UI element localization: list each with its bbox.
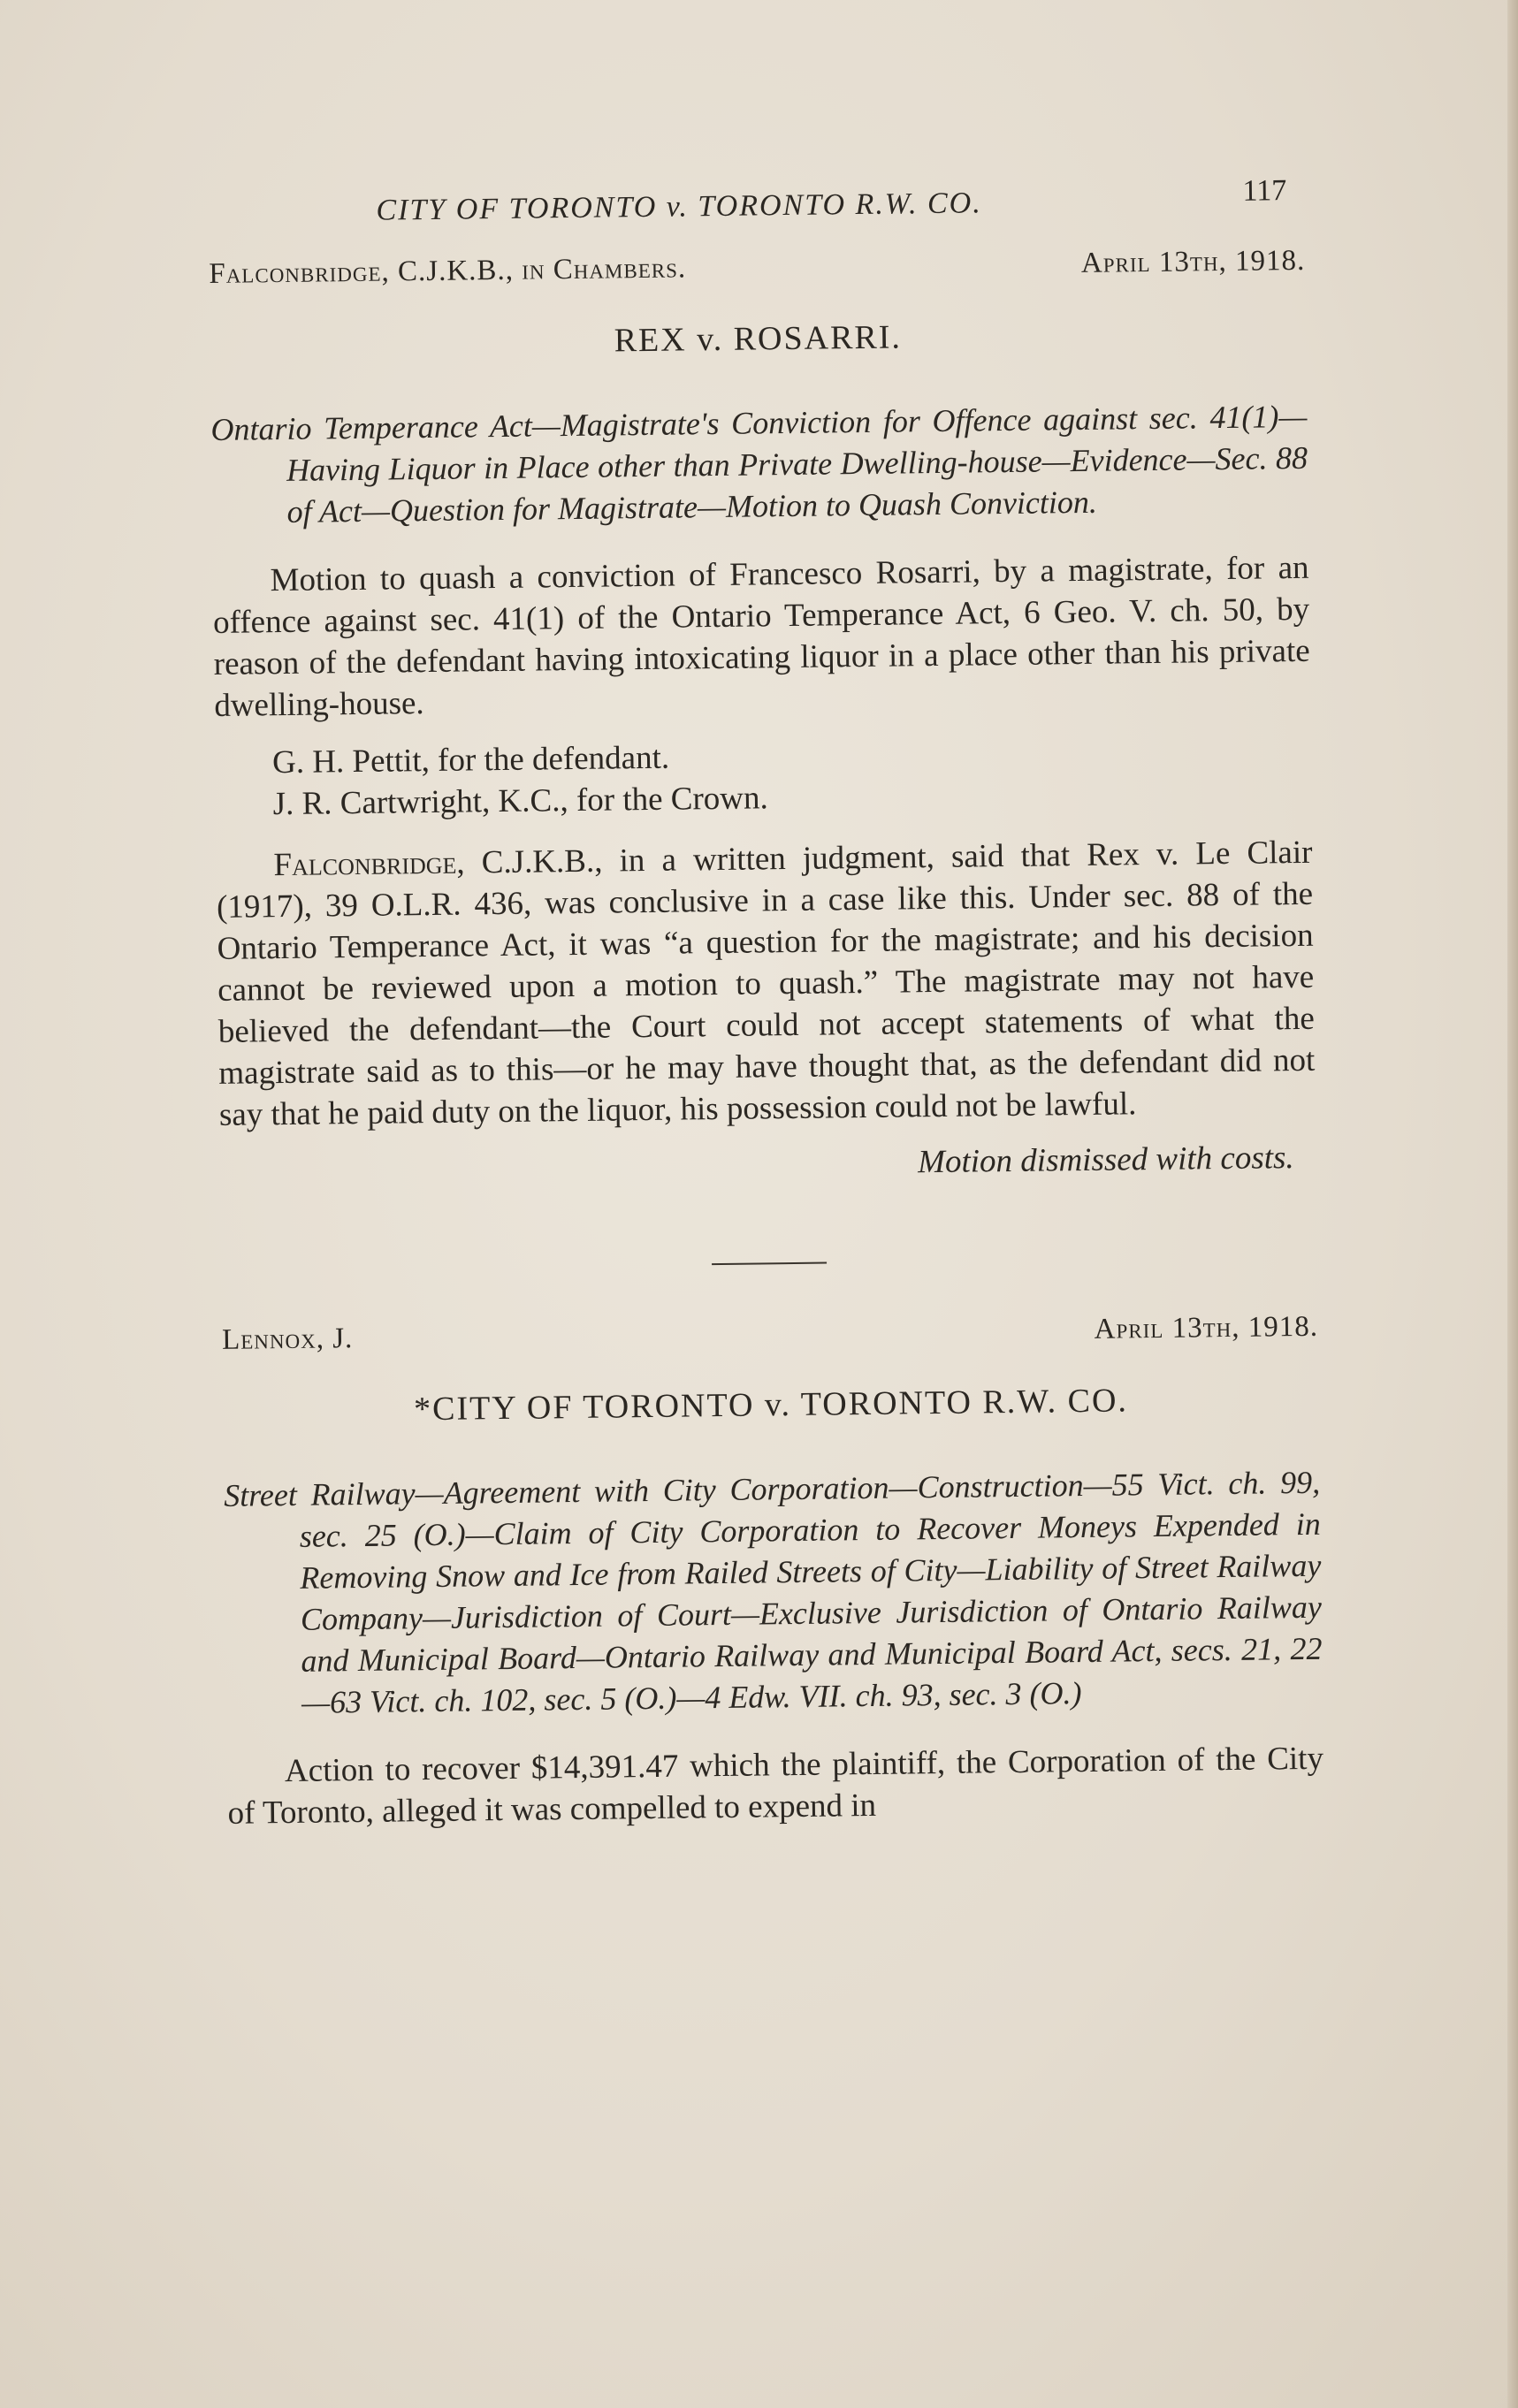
- case1-title: REX v. ROSARRI.: [614, 318, 903, 360]
- page-spine-edge: [1507, 0, 1518, 2408]
- case-rex-v-rosarri: [209, 245, 1316, 1190]
- page-content: [208, 164, 1324, 1834]
- case2-judge: Lennox, J.: [221, 1322, 354, 1356]
- case1-date: April 13th, 1918.: [1080, 244, 1306, 279]
- running-head: [208, 164, 1305, 248]
- counsel-crown: J. R. Cartwright, K.C., for the Crown.: [272, 780, 768, 823]
- case1-judge: Falconbridge, C.J.K.B., in Chambers.: [209, 252, 687, 290]
- case-city-of-toronto-v-toronto-rw: [222, 1311, 1324, 1834]
- judgment-text: , in a written judgment, said that Rex v. Le Clair (1917), 39 O.L.R. 436, was conclusive in a case like this. Under sec. 88 of the Ontario Temperance Act, it was “a question for the magistrate; and his decision cannot be reviewed upon a motion to quash.” The magistrate may not have believed the defendant—the Court could not accept statements of what the magistrate said as to this—or he may have thought that, as the defendant did not say that he paid duty on the liquor, his possession could not be lawful.: [216, 834, 1316, 1133]
- judgment-judge-name: Falconbridge, C.J.K.B.: [273, 842, 595, 884]
- case1-judgment: [216, 832, 1316, 1136]
- case1-disposition: Motion dismissed with costs.: [917, 1139, 1294, 1181]
- case2-date: April 13th, 1918.: [1094, 1310, 1319, 1345]
- case1-counsel-list: [215, 729, 1312, 826]
- counsel-defendant: G. H. Pettit, for the defendant.: [271, 739, 670, 781]
- case2-headnote: Street Railway—Agreement with City Corporation—Construction—55 Vict. ch. 99, sec. 25 (O.)—Claim of City Corporation to Recover Moneys Expended in Removing Snow and Ice from Railed Streets of City—Liability of Street Railway Company—Jurisdiction of Court—Exclusive Jurisdiction of Ontario Railway and Municipal Board—Ontario Railway and Municipal Board Act, secs. 21, 22—63 Vict. ch. 102, sec. 5 (O.)—4 Edw. VII. ch. 93, sec. 3 (O.): [223, 1464, 1323, 1720]
- section-divider: [712, 1262, 827, 1266]
- case1-headnote: Ontario Temperance Act—Magistrate's Conviction for Offence against sec. 41(1)—Having Liquor in Place other than Private Dwelling-house—Evidence—Sec. 88 of Act—Question for Magistrate—Motion to Quash Conviction.: [210, 398, 1308, 530]
- case2-meta: [222, 1311, 1318, 1357]
- case2-title: *CITY OF TORONTO v. TORONTO R.W. CO.: [413, 1382, 1129, 1429]
- page-number: 117: [1242, 174, 1287, 208]
- case1-meta: [209, 245, 1305, 291]
- case1-intro: Motion to quash a conviction of Francesco Rosarri, by a magistrate, for an offence against sec. 41(1) of the Ontario Temperance Act, 6 Geo. V. ch. 50, by reason of the defendant having intoxicating liquor in a place other than his private dwelling-house.: [212, 549, 1310, 724]
- case2-intro: Action to recover $14,391.47 which the plaintiff, the Corporation of the City of Toronto, alleged it was compelled to expend in: [227, 1740, 1324, 1832]
- running-head-title: CITY OF TORONTO v. TORONTO R.W. CO.: [376, 187, 982, 227]
